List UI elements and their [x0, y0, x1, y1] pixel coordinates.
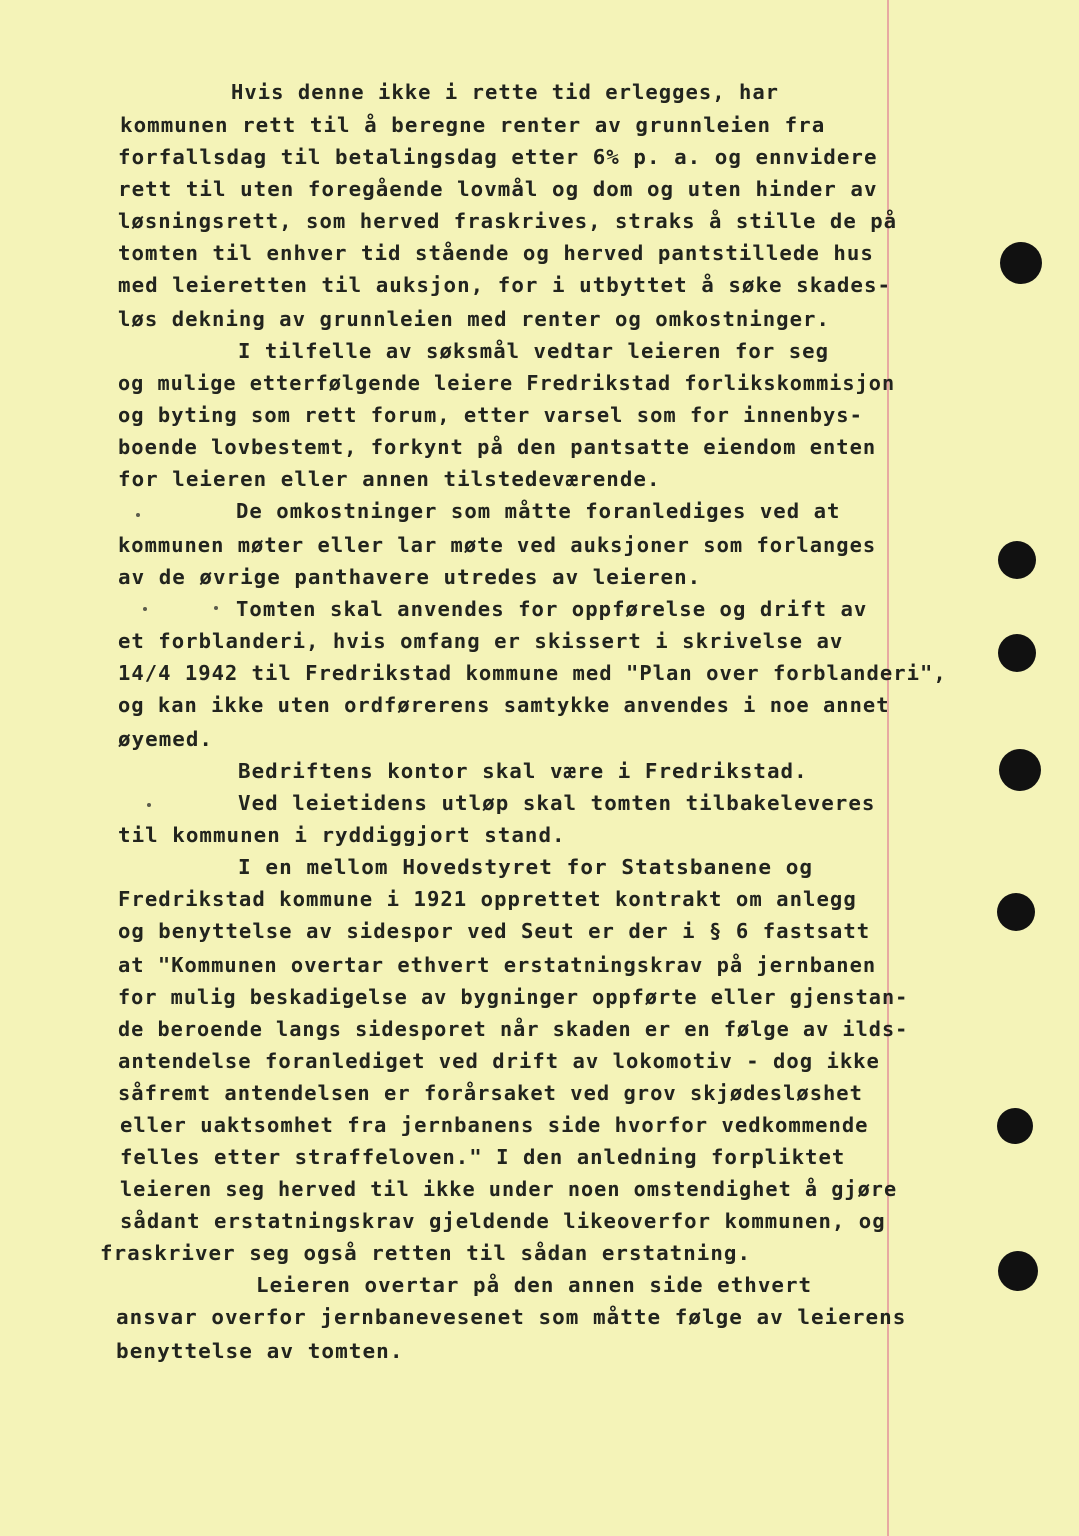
punch-hole — [998, 634, 1036, 672]
text-line: av de øvrige panthavere utredes av leieren. — [118, 565, 702, 589]
text-line: løsningsrett, som herved fraskrives, straks å stille de på — [118, 209, 898, 233]
punch-hole — [997, 1108, 1033, 1144]
text-line: Bedriftens kontor skal være i Fredrikstad. — [238, 759, 808, 783]
text-line: kommunen rett til å beregne renter av grunnleien fra — [120, 113, 826, 137]
text-line: for mulig beskadigelse av bygninger oppførte eller gjenstan- — [118, 985, 909, 1009]
text-line: et forblanderi, hvis omfang er skissert i skrivelse av — [118, 629, 844, 653]
text-line: I en mellom Hovedstyret for Statsbanene og — [238, 855, 814, 879]
text-line: tomten til enhver tid stående og herved pantstillede hus — [118, 241, 874, 265]
text-line: fraskriver seg også retten til sådan erstatning. — [100, 1241, 752, 1265]
paper-speck — [136, 513, 140, 517]
text-line: øyemed. — [118, 727, 213, 751]
text-line: de beroende langs sidesporet når skaden er en følge av ilds- — [118, 1017, 909, 1041]
text-line: og mulige etterfølgende leiere Fredrikstad forlikskommisjon — [118, 371, 896, 395]
text-line: såfremt antendelsen er forårsaket ved grov skjødesløshet — [118, 1081, 863, 1105]
text-line: sådant erstatningskrav gjeldende likeoverfor kommunen, og — [120, 1209, 886, 1233]
text-line: og kan ikke uten ordførerens samtykke anvendes i noe annet — [118, 693, 890, 717]
text-line: til kommunen i ryddiggjort stand. — [118, 823, 566, 847]
text-line: og byting som rett forum, etter varsel som for innenbys- — [118, 403, 863, 427]
text-line: benyttelse av tomten. — [116, 1339, 404, 1363]
paper-speck — [147, 803, 151, 807]
punch-hole — [998, 541, 1036, 579]
text-line: Hvis denne ikke i rette tid erlegges, har — [231, 80, 780, 104]
punch-hole — [998, 1251, 1038, 1291]
text-line: forfallsdag til betalingsdag etter 6% p. a. og ennvidere — [118, 145, 878, 169]
text-line: med leieretten til auksjon, for i utbyttet å søke skades- — [118, 273, 892, 297]
text-line: rett til uten foregående lovmål og dom og uten hinder av — [118, 177, 878, 201]
punch-hole — [999, 749, 1041, 791]
paper-speck — [214, 606, 218, 610]
text-line: Ved leietidens utløp skal tomten tilbakeleveres — [238, 791, 876, 815]
text-line: at "Kommunen overtar ethvert erstatningskrav på jernbanen — [118, 953, 877, 977]
text-line: for leieren eller annen tilstedeværende. — [118, 467, 661, 491]
text-line: Tomten skal anvendes for oppførelse og drift av — [236, 597, 868, 621]
text-line: og benyttelse av sidespor ved Seut er der i § 6 fastsatt — [118, 919, 871, 943]
text-line: leieren seg herved til ikke under noen omstendighet å gjøre — [120, 1177, 898, 1201]
punch-hole — [1000, 242, 1042, 284]
text-line: De omkostninger som måtte foranlediges ved at — [236, 499, 841, 523]
text-line: Leieren overtar på den annen side ethvert — [256, 1273, 813, 1297]
paper-speck — [143, 607, 147, 611]
text-line: boende lovbestemt, forkynt på den pantsatte eiendom enten — [118, 435, 877, 459]
text-line: Fredrikstad kommune i 1921 opprettet kontrakt om anlegg — [118, 887, 857, 911]
text-line: 14/4 1942 til Fredrikstad kommune med "Plan over forblanderi", — [118, 661, 947, 685]
punch-hole — [997, 893, 1035, 931]
text-line: løs dekning av grunnleien med renter og omkostninger. — [118, 307, 830, 331]
text-line: felles etter straffeloven." I den anledning forpliktet — [120, 1145, 846, 1169]
text-line: kommunen møter eller lar møte ved auksjoner som forlanges — [118, 533, 877, 557]
text-line: I tilfelle av søksmål vedtar leieren for seg — [238, 339, 830, 363]
text-line: ansvar overfor jernbanevesenet som måtte følge av leierens — [116, 1305, 907, 1329]
text-line: eller uaktsomhet fra jernbanens side hvorfor vedkommende — [120, 1113, 869, 1137]
text-line: antendelse foranlediget ved drift av lokomotiv - dog ikke — [118, 1049, 880, 1073]
